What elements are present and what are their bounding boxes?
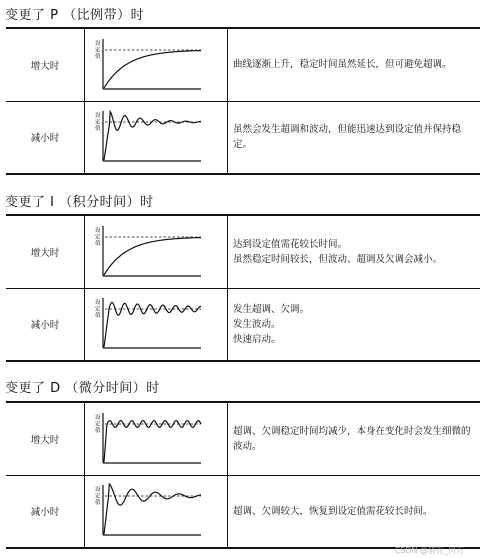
- axis-label: 设定值: [95, 113, 101, 133]
- response-graph: [91, 411, 203, 467]
- desc-line: 虽然会发生超调和波动，但能迅速达到设定值并保持稳定。: [233, 124, 462, 151]
- table-row: [6, 288, 480, 361]
- row-label: 减小时: [6, 475, 85, 548]
- row-label: 增大时: [6, 28, 85, 101]
- graph-cell: [85, 215, 228, 288]
- desc-line: 快速启动。: [233, 333, 281, 345]
- table-p: [6, 27, 480, 175]
- row-description: [228, 475, 481, 548]
- row-label: 增大时: [6, 215, 85, 288]
- response-curve: [104, 50, 201, 87]
- graph-cell: [85, 101, 228, 174]
- response-graph: [91, 109, 203, 165]
- response-graph: [91, 296, 203, 352]
- axis-label: 设定值: [95, 487, 101, 507]
- table-d: [6, 401, 480, 549]
- watermark: CSDN @猫在_何方: [394, 546, 464, 555]
- row-label: 减小时: [6, 101, 85, 174]
- response-curve: [104, 484, 201, 534]
- table-row: [6, 215, 480, 288]
- row-label: 增大时: [6, 402, 85, 475]
- graph-cell: [85, 28, 228, 101]
- response-curve: [104, 112, 201, 160]
- axis-label: 设定值: [95, 300, 101, 320]
- desc-line: 发生超调、欠调。: [233, 303, 310, 315]
- desc-line: 达到设定值需花较长时间。: [233, 238, 348, 250]
- row-label: 减小时: [6, 288, 85, 361]
- graph-cell: [85, 288, 228, 361]
- response-curve: [104, 420, 201, 461]
- section-d-title: 变更了 D （微分时间）时: [5, 381, 160, 396]
- response-graph: [91, 483, 203, 539]
- table-i: [6, 214, 480, 362]
- response-graph: [91, 37, 203, 93]
- response-graph: [91, 224, 203, 280]
- table-row: [6, 475, 480, 548]
- desc-line: 曲线逐渐上升，稳定时间虽然延长，但可避免超调。: [233, 59, 452, 71]
- axis-label: 设定值: [95, 227, 101, 247]
- row-description: [228, 402, 481, 475]
- axis-label: 设定值: [95, 414, 101, 434]
- section-i-title: 变更了 I （积分时间）时: [5, 195, 154, 210]
- row-description: [228, 28, 481, 101]
- axis-label: 设定值: [95, 40, 101, 60]
- table-row: [6, 28, 480, 101]
- graph-cell: [85, 475, 228, 548]
- section-p-title: 变更了 P （比例带）时: [5, 8, 145, 23]
- desc-line: 超调、欠调稳定时间均减少，本身在变化时会发生细微的波动。: [233, 425, 471, 452]
- graph-cell: [85, 402, 228, 475]
- response-curve: [104, 237, 201, 274]
- row-description: [228, 101, 481, 174]
- desc-line: 发生波动。: [233, 318, 281, 330]
- table-row: [6, 402, 480, 475]
- row-description: [228, 215, 481, 288]
- row-description: [228, 288, 481, 361]
- desc-line: 虽然稳定时间较长，但波动、超调及欠调会减小。: [233, 253, 443, 265]
- desc-line: 超调、欠调较大，恢复到设定值需花较长时间。: [233, 505, 433, 517]
- table-row: [6, 101, 480, 174]
